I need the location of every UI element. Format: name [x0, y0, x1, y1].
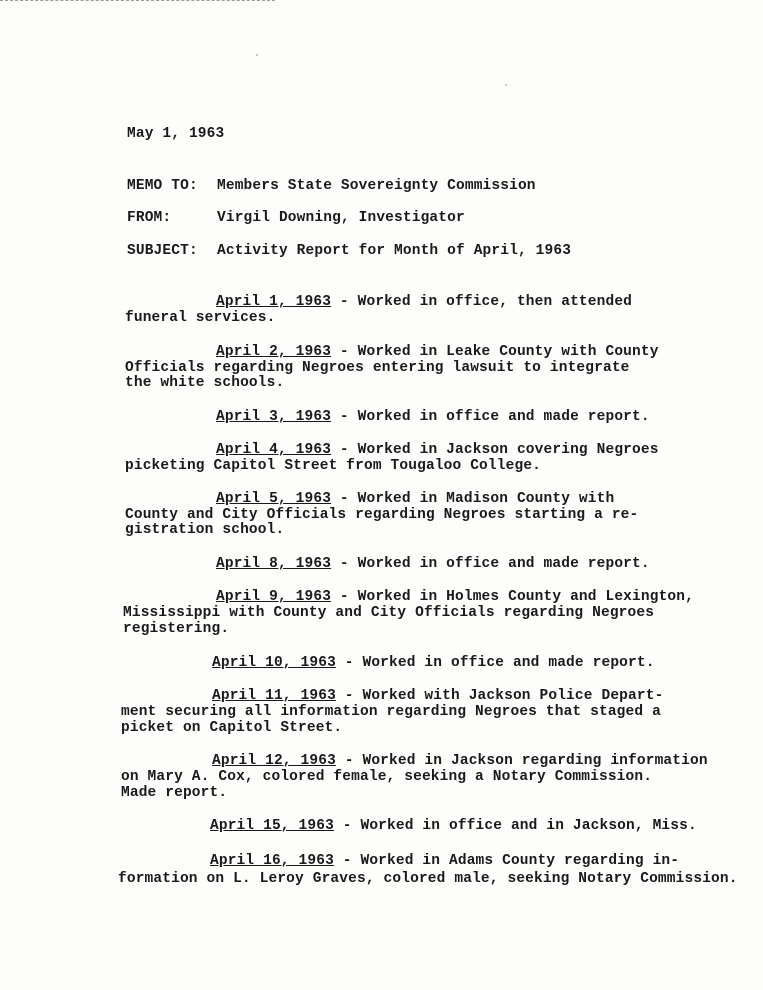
entry-continuation: picketing Capitol Street from Tougaloo College.	[125, 458, 542, 474]
entry-text: - Worked in office and made report.	[335, 655, 655, 671]
entry-continuation: County and City Officials regarding Negroes starting a re-	[125, 507, 639, 523]
from-value: Virgil Downing, Investigator	[217, 210, 465, 226]
entry-first-line	[216, 409, 650, 425]
scan-speck	[505, 84, 507, 86]
entry-first-line	[212, 655, 655, 671]
entry-text: - Worked in office and made report.	[331, 556, 650, 572]
entry-continuation: registering.	[123, 621, 230, 637]
entry-date: April 8, 1963	[216, 556, 332, 572]
memo-to-value: Members State Sovereignty Commission	[217, 178, 536, 194]
entry-continuation: on Mary A. Cox, colored female, seeking a Notary Commission.	[121, 769, 653, 785]
entry-continuation: Made report.	[121, 785, 228, 801]
entry-text: - Worked in office and in Jackson, Miss.	[333, 818, 697, 834]
entry-date: April 3, 1963	[216, 409, 332, 425]
entry-date: April 11, 1963	[212, 688, 336, 704]
entry-first-line	[216, 589, 694, 605]
entry-first-line	[216, 491, 614, 507]
entry-continuation: picket on Capitol Street.	[121, 720, 343, 736]
entry-date: April 15, 1963	[210, 818, 334, 834]
entry-date: April 16, 1963	[210, 853, 334, 869]
entry-text: - Worked in Madison County with	[331, 491, 615, 507]
entry-first-line	[216, 442, 659, 458]
entry-first-line	[212, 753, 708, 769]
scan-speck	[256, 54, 258, 56]
entry-first-line	[216, 556, 650, 572]
entry-continuation: the white schools.	[125, 375, 285, 391]
entry-date: April 5, 1963	[216, 491, 332, 507]
subject-value: Activity Report for Month of April, 1963	[217, 243, 572, 259]
page-top-border	[0, 0, 275, 1]
entry-continuation: Mississippi with County and City Officials regarding Negroes	[123, 605, 655, 621]
entry-date: April 4, 1963	[216, 442, 332, 458]
memo-date: May 1, 1963	[127, 126, 225, 142]
memo-to-label: MEMO TO:	[127, 178, 198, 194]
entry-first-line	[210, 818, 697, 834]
entry-first-line	[216, 344, 659, 360]
entry-date: April 1, 1963	[216, 294, 332, 310]
entry-text: - Worked with Jackson Police Depart-	[335, 688, 664, 704]
entry-text: - Worked in Holmes County and Lexington,	[331, 589, 694, 605]
entry-continuation: funeral services.	[125, 310, 276, 326]
entry-first-line	[210, 853, 679, 869]
entry-date: April 9, 1963	[216, 589, 332, 605]
from-label: FROM:	[127, 210, 172, 226]
entry-text: - Worked in office, then attended	[331, 294, 633, 310]
entry-text: - Worked in Adams County regarding in-	[333, 853, 680, 869]
entry-continuation: formation on L. Leroy Graves, colored male, seeking Notary Commission.	[118, 871, 738, 887]
entry-continuation: ment securing all information regarding Negroes that staged a	[121, 704, 661, 720]
subject-label: SUBJECT:	[127, 243, 198, 259]
entry-date: April 2, 1963	[216, 344, 332, 360]
entry-continuation: gistration school.	[125, 522, 285, 538]
entry-text: - Worked in Jackson covering Negroes	[331, 442, 659, 458]
entry-first-line	[212, 688, 663, 704]
entry-text: - Worked in Leake County with County	[331, 344, 659, 360]
entry-date: April 12, 1963	[212, 753, 336, 769]
entry-continuation: Officials regarding Negroes entering lawsuit to integrate	[125, 360, 630, 376]
entry-text: - Worked in office and made report.	[331, 409, 650, 425]
entry-first-line	[216, 294, 632, 310]
entry-text: - Worked in Jackson regarding information	[335, 753, 708, 769]
entry-date: April 10, 1963	[212, 655, 336, 671]
